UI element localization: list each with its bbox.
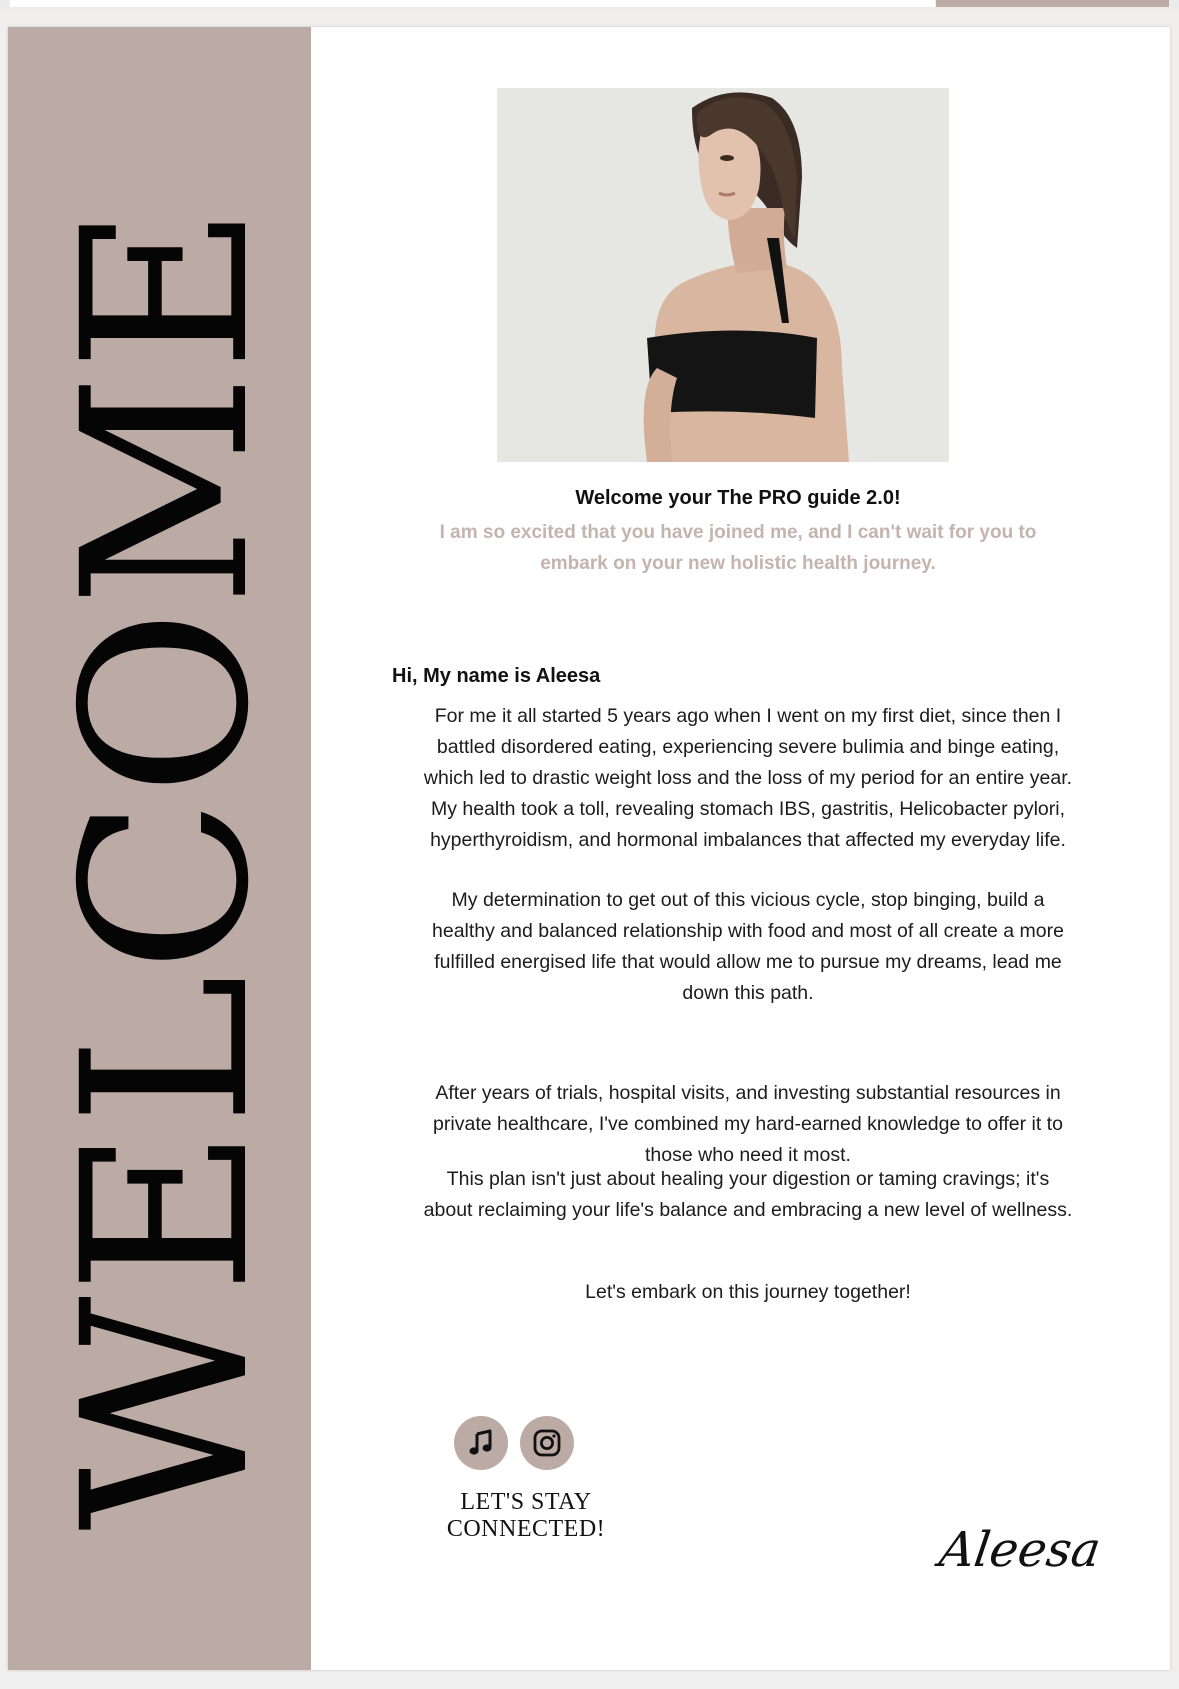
bio-line: about reclaiming your life's balance and embracing a new level of wellness. — [423, 1199, 1073, 1221]
bio-line: hyperthyroidism, and hormonal imbalances that affected my everyday life. — [430, 829, 1066, 851]
intro-title: Welcome your The PRO guide 2.0! — [575, 487, 901, 509]
connect-line: LET'S STAY — [460, 1489, 592, 1515]
bio-line: My health took a toll, revealing stomach IBS, gastritis, Helicobacter pylori, — [430, 798, 1066, 820]
portrait-photo — [497, 88, 949, 462]
bio-closing: Let's embark on this journey together! — [585, 1281, 911, 1303]
top-strip-tab — [936, 0, 1169, 7]
bio-greeting: Hi, My name is Aleesa — [392, 665, 601, 687]
bio-line: For me it all started 5 years ago when I went on my first diet, since then I — [434, 705, 1062, 727]
bio-line: healthy and balanced relationship with food and most of all create a more — [432, 920, 1064, 942]
bio-line: After years of trials, hospital visits, and investing substantial resources in — [435, 1082, 1061, 1104]
music-link-button[interactable] — [454, 1416, 508, 1470]
portrait-illustration — [497, 88, 949, 462]
intro-subtitle-line: embark on your new holistic health journey. — [540, 553, 936, 574]
bio-line: those who need it most. — [645, 1144, 851, 1166]
bio-line: down this path. — [682, 982, 814, 1004]
bio-line: fulfilled energised life that would allow me to pursue my dreams, lead me — [434, 951, 1062, 973]
bio-paragraph-4 — [378, 1164, 1118, 1226]
top-strip-page-edge — [10, 0, 935, 7]
instagram-link-button[interactable] — [520, 1416, 574, 1470]
bio-line: This plan isn't just about healing your digestion or taming cravings; it's — [446, 1168, 1050, 1190]
instagram-icon — [532, 1428, 562, 1458]
sidebar-panel — [8, 27, 311, 1670]
sidebar-title: WELCOME — [33, 203, 299, 1531]
bio-paragraph-1 — [378, 701, 1118, 856]
social-links — [454, 1416, 574, 1470]
music-note-icon — [467, 1429, 495, 1457]
intro-subtitle-line: I am so excited that you have joined me, and I can't wait for you to — [439, 522, 1037, 543]
intro-subtitle — [378, 517, 1098, 579]
welcome-page — [8, 27, 1170, 1670]
bio-line: My determination to get out of this vicious cycle, stop binging, build a — [451, 889, 1045, 911]
connect-caption — [408, 1489, 644, 1543]
bio-line: battled disordered eating, experiencing severe bulimia and binge eating, — [436, 736, 1060, 758]
top-strip — [0, 0, 1179, 10]
signature: Aleesa — [936, 1522, 1105, 1578]
bottom-strip — [0, 1672, 1179, 1689]
bio-paragraph-2 — [378, 885, 1118, 1009]
bio-paragraph-3 — [378, 1078, 1118, 1171]
bio-line: private healthcare, I've combined my hard-earned knowledge to offer it to — [433, 1113, 1063, 1135]
connect-line: CONNECTED! — [446, 1516, 606, 1542]
bio-line: which led to drastic weight loss and the loss of my period for an entire year. — [423, 767, 1073, 789]
